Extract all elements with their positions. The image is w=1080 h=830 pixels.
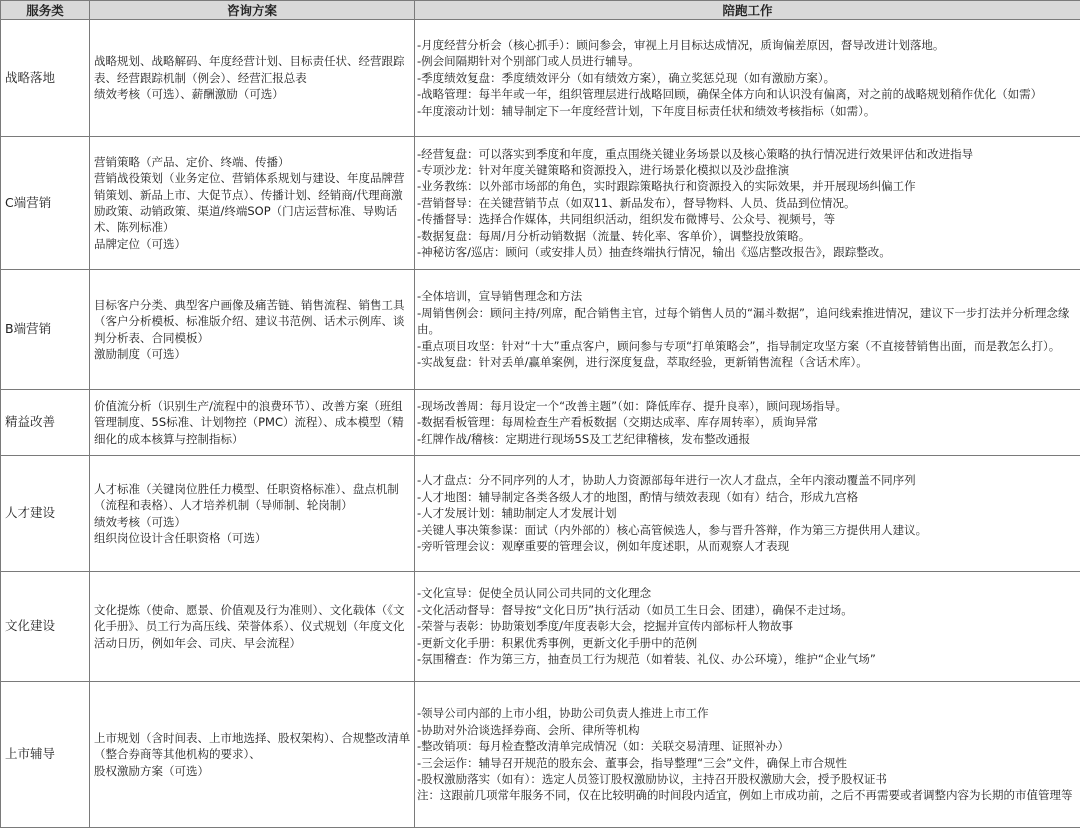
accompany-cell (415, 572, 1080, 682)
accompany-line: -文化宣导：促使全员认同公司共同的文化理念 (417, 586, 652, 601)
accompany-cell (415, 270, 1080, 390)
consulting-line: 股权激励方案（可选） (94, 763, 209, 778)
accompany-line: 注：这跟前几项常年服务不同，仅在比较明确的时间段内适宜，例如上市成功前，之后不再需要或者调整内容为长期的市值管理等 (417, 788, 1073, 803)
consulting-line: 营销策略（产品、定价、终端、传播） (94, 154, 290, 169)
accompany-cell (415, 137, 1080, 270)
category-cell: 人才建设 (1, 456, 90, 572)
accompany-line: -重点项目攻坚：针对“十大”重点客户，顾问参与专项“打单策略会”，指导制定攻坚方案（不直接替销售出面，而是教怎么打）。 (417, 338, 1061, 353)
category-cell: 精益改善 (1, 390, 90, 456)
consulting-line: 战略规划、战略解码、年度经营计划、目标责任状、经营跟踪表、经营跟踪机制（例会）、经营汇报总表 (94, 54, 405, 85)
accompany-cell (415, 20, 1080, 137)
accompany-line: -氛围稽查：作为第三方，抽查员工行为规范（如着装、礼仪、办公环境），维护“企业气场” (417, 652, 876, 667)
table-row (1, 390, 1080, 456)
accompany-line: -季度绩效复盘：季度绩效评分（如有绩效方案），确立奖惩兑现（如有激励方案）。 (417, 70, 836, 85)
accompany-line: -传播督导：选择合作媒体，共同组织活动，组织发布微博号、公众号、视频号，等 (417, 212, 836, 227)
accompany-line: -业务教练：以外部市场部的角色，实时跟踪策略执行和资源投入的实际效果，并开展现场纠偏工作 (417, 179, 916, 194)
consulting-line: 组织岗位设计含任职资格（可选） (94, 530, 267, 545)
accompany-line: -经营复盘：可以落实到季度和年度，重点围绕关键业务场景以及核心策略的执行情况进行效果评估和改进指导 (417, 146, 974, 161)
accompany-line: -专项沙龙：针对年度关键策略和资源投入，进行场景化模拟以及沙盘推演 (417, 162, 790, 177)
accompany-line: -实战复盘：针对丢单/赢单案例，进行深度复盘，萃取经验，更新销售流程（含话术库）。 (417, 355, 868, 370)
consulting-cell (90, 137, 415, 270)
table-row (1, 20, 1080, 137)
consulting-cell (90, 390, 415, 456)
table-row (1, 270, 1080, 390)
accompany-line: -周销售例会：顾问主持/列席，配合销售主官，过每个销售人员的“漏斗数据”，追问线索推进情况，建议下一步打法并分析理念缘由。 (417, 305, 1070, 337)
header-row (1, 1, 1080, 20)
accompany-line: -月度经营分析会（核心抓手）：顾问参会，审视上月目标达成情况，质询偏差原因，督导改进计划落地。 (417, 37, 945, 52)
category-cell: 战略落地 (1, 20, 90, 137)
accompany-line: -荣誉与表彰：协助策划季度/年度表彰大会，挖掘并宣传内部标杆人物故事 (417, 619, 794, 634)
consulting-cell (90, 270, 415, 390)
accompany-line: -全体培训，宣导销售理念和方法 (417, 289, 583, 304)
accompany-line: -战略管理：每半年或一年，组织管理层进行战略回顾，确保全体方向和认识没有偏离，对之前的战略规划稍作优化（如需） (417, 87, 1043, 102)
accompany-line: -关键人事决策参谋：面试（内外部的）核心高管候选人，参与晋升答辩，作为第三方提供用人建议。 (417, 522, 928, 537)
accompany-line: -例会间隔期针对个别部门或人员进行辅导。 (417, 54, 640, 69)
category-cell: C端营销 (1, 137, 90, 270)
table-row (1, 682, 1080, 828)
accompany-line: -人才盘点：分不同序列的人才，协助人力资源部每年进行一次人才盘点，全年内滚动覆盖不同序列 (417, 473, 916, 488)
accompany-line: -文化活动督导：督导按“文化日历”执行活动（如员工生日会、团建），确保不走过场。 (417, 602, 853, 617)
category-cell: 上市辅导 (1, 682, 90, 828)
category-cell: B端营销 (1, 270, 90, 390)
consulting-line: 文化提炼（使命、愿景、价值观及行为准则）、文化载体（《文化手册》、员工行为高压线、荣誉体系）、仪式规划（年度文化活动日历，例如年会、司庆、早会流程） (94, 602, 405, 650)
accompany-line: -现场改善周：每月设定一个“改善主题”（如：降低库存、提升良率），顾问现场指导。 (417, 398, 848, 413)
consulting-line: 激励制度（可选） (94, 346, 186, 361)
accompany-line: -整改销项：每月检查整改清单完成情况（如：关联交易清理、证照补办） (417, 739, 790, 754)
accompany-cell (415, 456, 1080, 572)
consulting-line: 品牌定位（可选） (94, 236, 186, 251)
accompany-line: -神秘访客/巡店：顾问（或安排人员）抽查终端执行情况，输出《巡店整改报告》，跟踪整改。 (417, 245, 891, 260)
accompany-line: -人才发展计划：辅助制定人才发展计划 (417, 506, 617, 521)
table-row (1, 456, 1080, 572)
accompany-line: -旁听管理会议：观摩重要的管理会议，例如年度述职，从而观察人才表现 (417, 539, 790, 554)
consulting-line: 价值流分析（识别生产/流程中的浪费环节）、改善方案（班组管理制度、5S标准、计划物控（PMC）流程）、成本模型（精细化的成本核算与控制指标） (94, 398, 404, 446)
accompany-line: -更新文化手册：积累优秀事例，更新文化手册中的范例 (417, 635, 698, 650)
accompany-line: -股权激励落实（如有）：选定人员签订股权激励协议，主持召开股权激励大会，授予股权证书 (417, 771, 887, 786)
accompany-cell (415, 390, 1080, 456)
consulting-line: 上市规划（含时间表、上市地选择、股权架构）、合规整改清单（整合券商等其他机构的要求）、 (94, 730, 411, 762)
consulting-line: 绩效考核（可选）、薪酬激励（可选） (94, 87, 284, 102)
table-row (1, 137, 1080, 270)
accompany-line: -数据复盘：每周/月分析动销数据（流量、转化率、客单价），调整投放策略。 (417, 228, 811, 243)
accompany-cell (415, 682, 1080, 828)
accompany-line: -红牌作战/稽核：定期进行现场5S及工艺纪律稽核，发布整改通报 (417, 431, 751, 446)
accompany-line: -数据看板管理：每周检查生产看板数据（交期达成率、库存周转率），质询异常 (417, 415, 818, 430)
consulting-line: 目标客户分类、典型客户画像及痛苦链、销售流程、销售工具（客户分析模板、标准版介绍、建议书范例、话术示例库、谈判分析表、合同模板） (94, 297, 405, 345)
consulting-cell (90, 456, 415, 572)
consulting-line: 人才标准（关键岗位胜任力模型、任职资格标准）、盘点机制（流程和表格）、人才培养机制（导师制、轮岗制） (94, 481, 399, 513)
header-category: 服务类 (1, 1, 90, 20)
accompany-line: -营销督导：在关键营销节点（如双11、新品发布），督导物料、人员、货品到位情况。 (417, 195, 856, 210)
consulting-cell (90, 572, 415, 682)
accompany-line: -协助对外洽谈选择券商、会所、律所等机构 (417, 722, 640, 737)
consulting-line: 绩效考核（可选） (94, 514, 186, 529)
consulting-line: 营销战役策划（业务定位、营销体系规划与建设、年度品牌营销策划、新品上市、大促节点）、传播计划、经销商/代理商激励政策、动销政策、渠道/终端SOP（门店运营标准、导购话术、陈列标准） (94, 171, 405, 235)
accompany-line: -领导公司内部的上市小组，协助公司负责人推进上市工作 (417, 706, 709, 721)
table-row (1, 572, 1080, 682)
accompany-line: -年度滚动计划：辅导制定下一年度经营计划，下年度目标责任状和绩效考核指标（如需）。 (417, 103, 876, 118)
accompany-line: -人才地图：辅导制定各类各级人才的地图，酌情与绩效表现（如有）结合，形成九宫格 (417, 489, 859, 504)
consulting-cell (90, 682, 415, 828)
consulting-cell (90, 20, 415, 137)
accompany-line: -三会运作：辅导召开规范的股东会、董事会，指导整理“三会”文件，确保上市合规性 (417, 755, 848, 770)
header-accompany: 陪跑工作 (415, 1, 1080, 20)
header-consulting: 咨询方案 (90, 1, 415, 20)
category-cell: 文化建设 (1, 572, 90, 682)
